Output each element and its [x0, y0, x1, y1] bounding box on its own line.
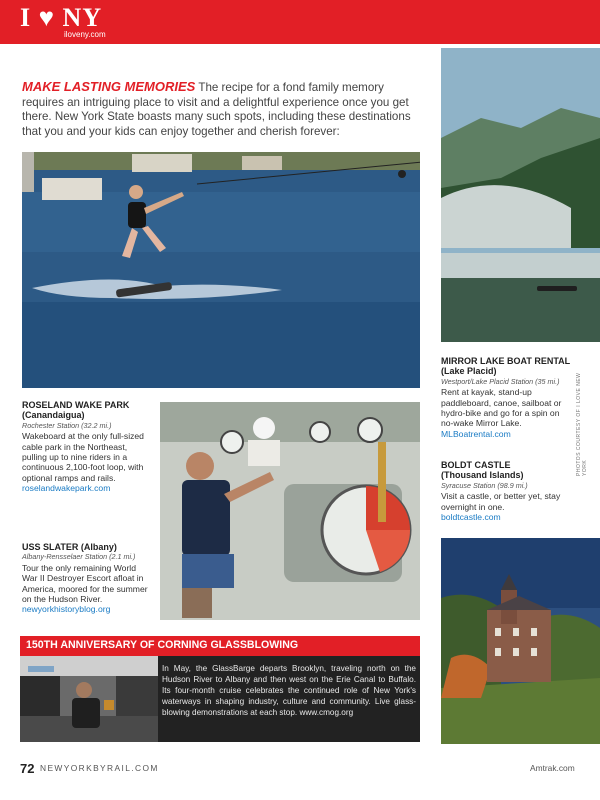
photo-credit: PHOTOS COURTESY OF I LOVE NEW YORK	[576, 372, 588, 476]
mirror-subtitle: (Lake Placid)	[441, 366, 497, 377]
mirror-station: Westport/Lake Placid Station (35 mi.)	[441, 376, 560, 386]
boldt-body: Visit a castle, or better yet, stay overnight in one.	[441, 491, 561, 512]
boldt-link[interactable]: boldtcastle.com	[441, 512, 501, 523]
intro-paragraph	[22, 80, 420, 139]
boldt-title: BOLDT CASTLE	[441, 460, 511, 470]
slater-link[interactable]: newyorkhistoryblog.org	[22, 604, 111, 615]
wakeboarder-photo	[22, 152, 420, 388]
roseland-link[interactable]: roselandwakepark.com	[22, 483, 111, 494]
boldt-block	[441, 460, 573, 522]
glassblowing-body: In May, the GlassBarge departs Brooklyn, traveling north on the Hudson River to Albany and then west on the Erie Canal to Buffalo. Its four-month cruise celebrates the continued role of New York's waterways in shaping industry, culture and community. Live glass-blowing demonstrations at each stop. www.cmog.org	[162, 664, 416, 717]
boldt-station: Syracuse Station (98.9 mi.)	[441, 480, 528, 490]
misty-lake-photo	[441, 48, 600, 342]
intro-headline: MAKE LASTING MEMORIES	[22, 79, 196, 94]
roseland-block	[22, 400, 152, 494]
uss-slater-photo	[160, 402, 420, 620]
roseland-title: ROSELAND WAKE PARK	[22, 400, 130, 410]
roseland-subtitle: (Canandaigua)	[22, 410, 85, 421]
logo-url[interactable]: iloveny.com	[64, 30, 106, 39]
glassblowing-banner-title: 150TH ANNIVERSARY OF CORNING GLASSBLOWING	[26, 639, 299, 651]
roseland-station: Rochester Station (32.2 mi.)	[22, 420, 112, 430]
i-love-ny-logo[interactable]: I ♥ NY	[20, 3, 103, 32]
boldt-castle-photo	[441, 538, 600, 744]
mirror-block	[441, 356, 573, 439]
glassbarge-photo	[20, 656, 158, 742]
slater-station: Albany-Rensselaer Station (2.1 mi.)	[22, 552, 136, 562]
page-number: 72	[20, 761, 35, 776]
mirror-body: Rent at kayak, stand-up paddleboard, canoe, sailboat or hydro-bike and go for a spin on no-wake Mirror Lake.	[441, 387, 562, 429]
boldt-subtitle: (Thousand Islands)	[441, 470, 524, 481]
footer-amtrak[interactable]: Amtrak.com	[530, 763, 575, 773]
mirror-title: MIRROR LAKE BOAT RENTAL	[441, 356, 571, 366]
mirror-link[interactable]: MLBoatrental.com	[441, 428, 511, 439]
footer-site[interactable]: NEWYORKBYRAIL.COM	[40, 763, 159, 773]
slater-title: USS SLATER (Albany)	[22, 542, 117, 552]
roseland-body: Wakeboard at the only full-sized cable park in the Northeast, pulling up to nine riders in a continuous 2,100-foot loop, with optional ramps and rails.	[22, 431, 144, 483]
slater-block	[22, 542, 152, 615]
intro-body: The recipe for a fond family memory requires an intriguing place to visit and a delightful experience once you get there. New York State boasts many such spots, including these destinations that you and your kids can enjoy together and cherish forever:	[22, 81, 411, 138]
slater-body: Tour the only remaining World War II Destroyer Escort afloat in America, moored for the summer on the Hudson River.	[22, 562, 148, 605]
